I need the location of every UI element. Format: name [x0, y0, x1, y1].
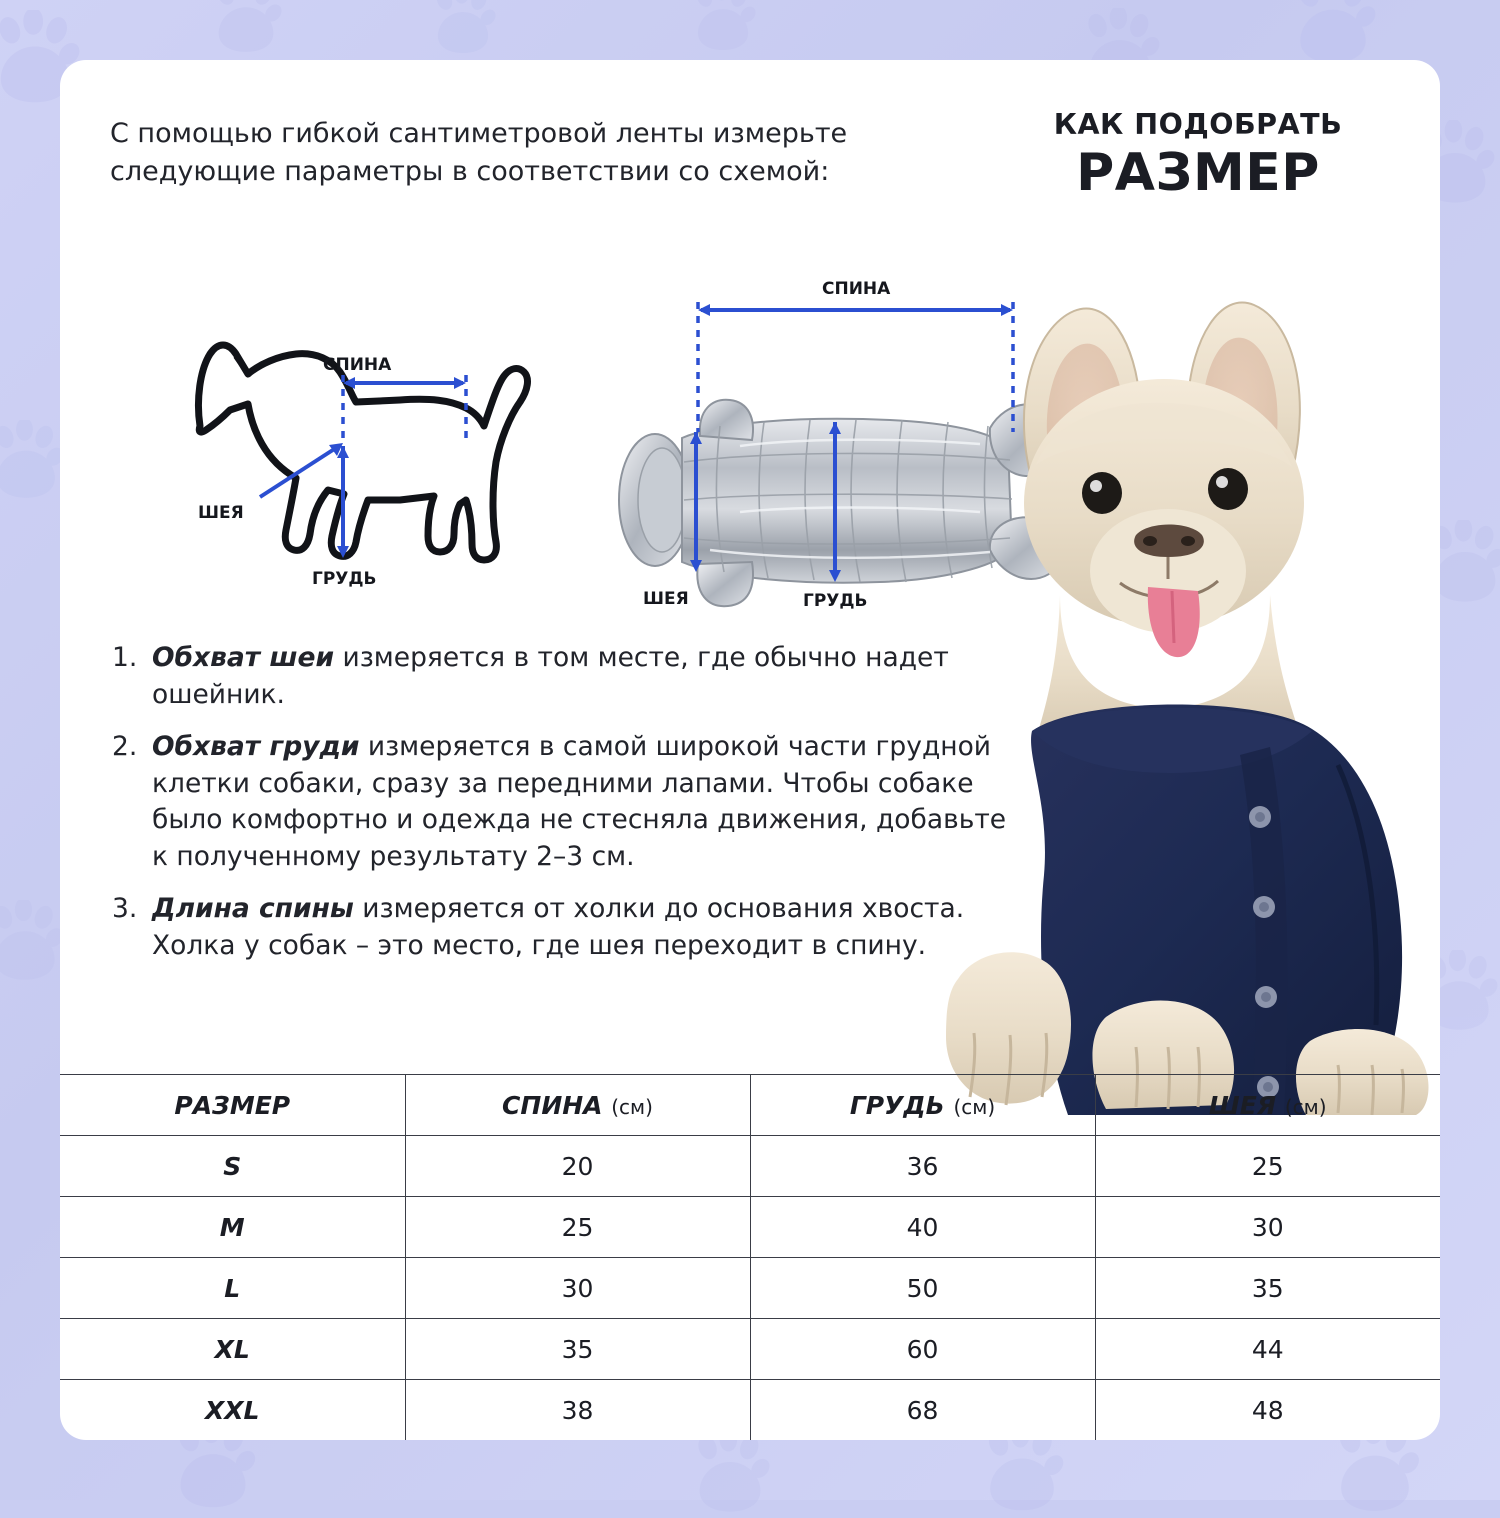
- cell-back: 25: [405, 1197, 750, 1258]
- step-number: 1.: [112, 642, 138, 673]
- step-number: 2.: [112, 731, 138, 763]
- step-text: [152, 729, 1012, 875]
- column-header-back: [405, 1075, 750, 1136]
- cell-size: M: [60, 1197, 405, 1258]
- measurement-diagrams: [100, 250, 1060, 610]
- table-header-row: [60, 1075, 1440, 1136]
- table-row: [60, 1380, 1440, 1441]
- cell-size: XL: [60, 1319, 405, 1380]
- paw-print-icon: [0, 420, 64, 504]
- step-text: [152, 891, 1012, 964]
- cell-neck: 25: [1095, 1136, 1440, 1197]
- cell-chest: 50: [750, 1258, 1095, 1319]
- step-number: 3.: [112, 893, 138, 925]
- size-table: [60, 1074, 1440, 1440]
- header-unit: (см): [611, 1094, 653, 1119]
- cell-neck: 35: [1095, 1258, 1440, 1319]
- cell-neck: 48: [1095, 1380, 1440, 1441]
- label-back: СПИНА: [323, 355, 392, 375]
- header-label: ГРУДЬ: [849, 1090, 945, 1120]
- cell-size: L: [60, 1258, 405, 1319]
- paw-print-icon: [210, 0, 282, 58]
- step-body: измеряется в самой широкой части грудной клетки собаки, сразу за передними лапами. Чтобы собаке было комфортно и одежда не стесняла движения, добавьте к полученному результату 2–3 см.: [152, 731, 1007, 872]
- cell-chest: 36: [750, 1136, 1095, 1197]
- label-back: СПИНА: [822, 279, 891, 299]
- paw-print-icon: [690, 0, 756, 56]
- size-guide-card: [60, 60, 1440, 1440]
- step-text: [152, 640, 1012, 713]
- column-header-size: [60, 1075, 405, 1136]
- step-keyword: Обхват шеи: [152, 642, 335, 673]
- paw-print-icon: [690, 1430, 770, 1518]
- label-neck: ШЕЯ: [198, 503, 244, 523]
- column-header-neck: [1095, 1075, 1440, 1136]
- step-body: измеряется от холки до основания хвоста. Холка у собак – это место, где шея переходит в спину.: [152, 893, 965, 961]
- cell-chest: 40: [750, 1197, 1095, 1258]
- cell-back: 35: [405, 1319, 750, 1380]
- step-keyword: Обхват груди: [152, 731, 360, 763]
- list-item: [112, 640, 1012, 713]
- cell-neck: 30: [1095, 1197, 1440, 1258]
- table-row: [60, 1197, 1440, 1258]
- header-unit: (см): [953, 1094, 996, 1119]
- intro-text: С помощью гибкой сантиметровой ленты измерьте следующие параметры в соответствии со схемой:: [110, 118, 848, 188]
- cell-neck: 44: [1095, 1319, 1440, 1380]
- cell-chest: 60: [750, 1319, 1095, 1380]
- header-label: ШЕЯ: [1208, 1090, 1277, 1120]
- header-label: СПИНА: [502, 1090, 603, 1120]
- paw-print-icon: [0, 900, 64, 986]
- column-header-chest: [750, 1075, 1095, 1136]
- cell-back: 30: [405, 1258, 750, 1319]
- page-title: [998, 108, 1398, 203]
- title-line-2: РАЗМЕР: [1076, 143, 1320, 203]
- french-bulldog-in-navy-jacket-photo: [940, 235, 1440, 1115]
- measurement-steps: [112, 640, 1012, 981]
- cell-chest: 68: [750, 1380, 1095, 1441]
- cell-size: XXL: [60, 1380, 405, 1441]
- dog-outline-diagram: [198, 345, 527, 589]
- label-neck: ШЕЯ: [643, 589, 689, 609]
- label-chest: ГРУДЬ: [803, 591, 868, 610]
- step-keyword: Длина спины: [152, 893, 354, 925]
- cell-size: S: [60, 1136, 405, 1197]
- header-unit: (см): [1284, 1094, 1327, 1119]
- title-line-1: КАК ПОДОБРАТЬ: [1053, 108, 1343, 141]
- label-chest: ГРУДЬ: [312, 569, 377, 589]
- cell-back: 20: [405, 1136, 750, 1197]
- header-label: РАЗМЕР: [174, 1090, 291, 1120]
- paw-print-icon: [430, 0, 496, 59]
- table-row: [60, 1258, 1440, 1319]
- table-row: [60, 1319, 1440, 1380]
- table-row: [60, 1136, 1440, 1197]
- list-item: [112, 891, 1012, 964]
- cell-back: 38: [405, 1380, 750, 1441]
- step-body: измеряется в том месте, где обычно надет ошейник.: [152, 642, 949, 710]
- list-item: [112, 729, 1012, 875]
